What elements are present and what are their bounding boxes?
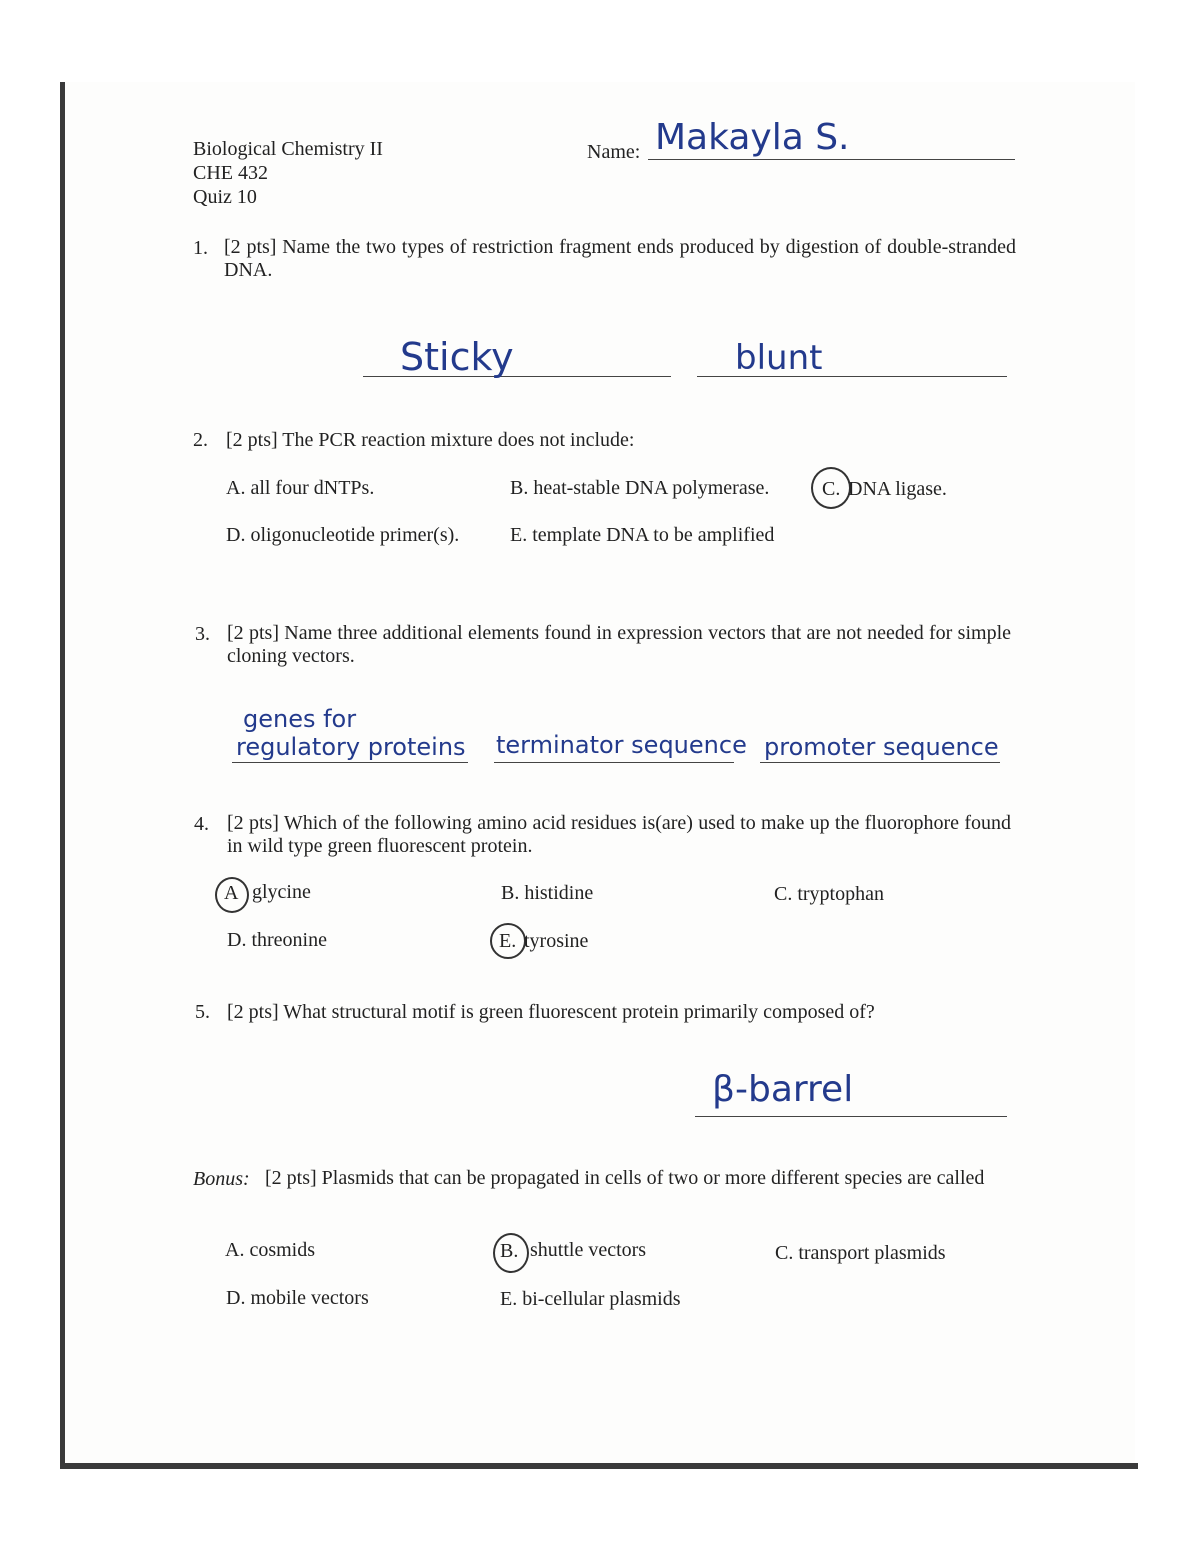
- q4-option-e-text: tyrosine: [524, 930, 589, 952]
- q4-option-d: D. threonine: [227, 929, 327, 951]
- q2-option-c-text: DNA ligase.: [848, 478, 947, 500]
- page-edge-bottom: [60, 1463, 1138, 1469]
- course-title: Biological Chemistry II: [193, 138, 383, 160]
- course-code: CHE 432: [193, 162, 268, 184]
- bonus-text: [2 pts] Plasmids that can be propagated in cells of two or more different species are called: [265, 1167, 985, 1189]
- q3-answer-1b: regulatory proteins: [236, 733, 466, 761]
- q3-text: [2 pts] Name three additional elements found in expression vectors that are not needed for simple cloning vectors.: [227, 622, 1011, 667]
- q2-text: [2 pts] The PCR reaction mixture does not include:: [226, 429, 635, 451]
- bonus-option-b-letter: B.: [500, 1240, 519, 1262]
- q2-option-d: D. oligonucleotide primer(s).: [226, 524, 460, 546]
- name-label: Name:: [587, 141, 641, 163]
- q2-number: 2.: [193, 429, 208, 451]
- student-name: Makayla S.: [655, 117, 850, 158]
- q3-answer-3: promoter sequence: [764, 733, 999, 761]
- q5-answer: β-barrel: [712, 1069, 854, 1110]
- q2-option-b: B. heat-stable DNA polymerase.: [510, 477, 770, 499]
- q4-option-e-letter: E.: [499, 930, 517, 952]
- q4-option-b: B. histidine: [501, 882, 594, 904]
- q3-number: 3.: [195, 623, 210, 645]
- q5-number: 5.: [195, 1001, 210, 1023]
- q2-option-c-letter: C.: [822, 478, 841, 500]
- q3-answer-2: terminator sequence: [496, 731, 747, 759]
- q3-answer-1a: genes for: [243, 705, 357, 733]
- q4-option-a-text: glycine: [252, 881, 311, 903]
- q1-answer-1: Sticky: [400, 335, 514, 379]
- q4-number: 4.: [194, 813, 209, 835]
- q4-option-c: C. tryptophan: [774, 883, 884, 905]
- q3-answer-line-3: [760, 762, 1000, 763]
- bonus-label: Bonus:: [193, 1168, 250, 1190]
- q4-option-a-letter: A: [224, 882, 239, 904]
- q4-text: [2 pts] Which of the following amino acid residues is(are) used to make up the fluorophore found in wild type green fluorescent protein.: [227, 812, 1011, 857]
- bonus-option-a: A. cosmids: [225, 1239, 315, 1261]
- q2-option-e: E. template DNA to be amplified: [510, 524, 775, 546]
- bonus-option-e: E. bi-cellular plasmids: [500, 1288, 681, 1310]
- bonus-option-d: D. mobile vectors: [226, 1287, 369, 1309]
- q1-text: [2 pts] Name the two types of restriction fragment ends produced by digestion of double-stranded DNA.: [224, 236, 1016, 281]
- q5-answer-line: [695, 1116, 1007, 1117]
- q3-answer-line-2: [494, 762, 734, 763]
- bonus-option-b-text: shuttle vectors: [530, 1239, 647, 1261]
- bonus-option-c: C. transport plasmids: [775, 1242, 946, 1264]
- q2-option-a: A. all four dNTPs.: [226, 477, 375, 499]
- quiz-label: Quiz 10: [193, 186, 257, 208]
- q1-answer-2: blunt: [735, 338, 823, 378]
- q5-text: [2 pts] What structural motif is green fluorescent protein primarily composed of?: [227, 1001, 875, 1023]
- q3-answer-line-1: [232, 762, 468, 763]
- q1-number: 1.: [193, 237, 208, 259]
